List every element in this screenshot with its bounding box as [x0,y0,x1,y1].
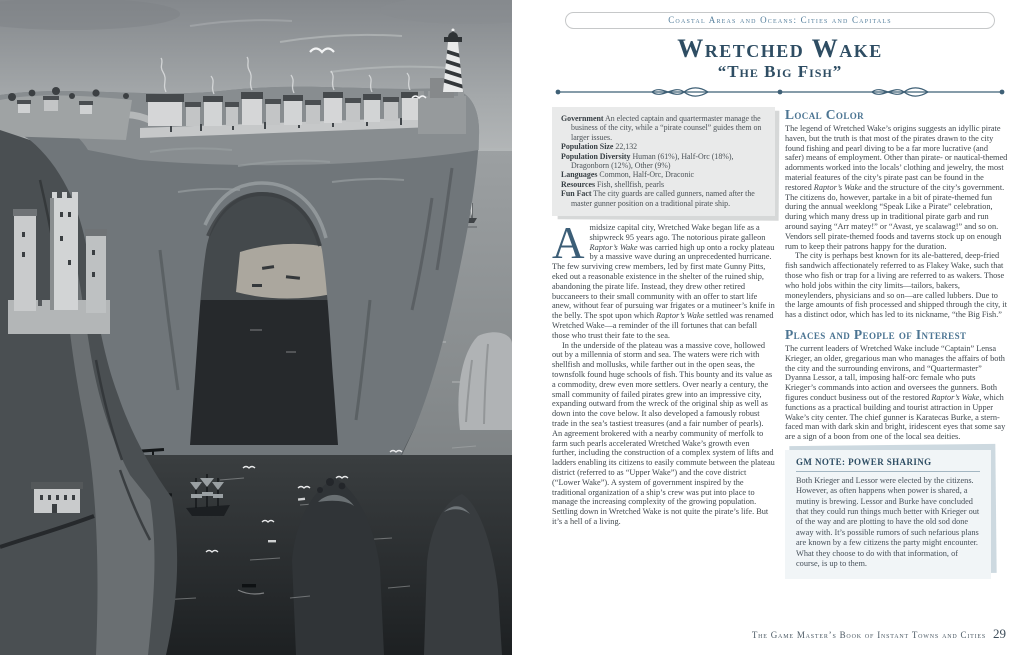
stat-value: Common, Half-Orc, Draconic [597,170,695,180]
chapter-banner: Coastal Areas and Oceans: Cities and Capitals [565,12,995,29]
stat-value: 22,132 [613,142,638,152]
stat-value: Fish, shellfish, pearls [595,179,665,189]
page-subtitle: “The Big Fish” [717,62,843,81]
city-stats-box [552,107,775,216]
stat-row-resources [561,180,766,189]
stat-row-fun-fact [561,189,766,208]
intro-paragraph-1-text: midsize capital city, Wretched Wake began life as a shipwreck 95 years ago. The notorious pirate galleon Raptor’s Wake was carried high up onto a rocky plateau by a massive wave during an unprecedented hurricane. The few surviving crew members, led by first mate Gunny Pitts, eked out a reasonable existence in the shelter of the ruined ship, abandoning the pirate life. Instead, they drew other retired buccaneers to their small community with an offer to start life anew, without fear of pursuing war frigates or a mutineer’s knife in the belly. The spot upon which Raptor’s Wake settled was renamed Wretched Wake—a reminder of the ill fortunes that can befall those who trust their fate to the sea. [552,223,775,340]
stat-value: Human (61%), Half-Orc (18%), Dragonborn (12%), Other (9%) [571,151,734,171]
gm-note-box [785,450,991,579]
stat-label: Fun Fact [561,189,592,199]
left-column [552,107,775,579]
text-columns [552,107,1008,579]
gm-note-heading: GM NOTE: POWER SHARING [796,458,980,472]
right-column [785,107,1008,579]
intro-paragraph-1 [552,218,775,341]
stat-label: Government [561,114,604,123]
stat-label: Resources [561,179,596,189]
stat-row-population-diversity [561,152,766,171]
book-title: The Game Master’s Book of Instant Towns and Cities [751,630,986,640]
stat-label: Population Diversity [561,151,631,161]
stat-row-languages [561,170,766,179]
gm-note-body: Both Krieger and Lessor were elected by the citizens. However, as often happens when power is shared, a mutiny is brewing. Lessor and Burke have concluded that they could run things much better with Krieger out of the way and are plotting to have the old sod done away with. It’s possible rumors of such nefarious plans are known by a few citizens the party might encounter. What they choose to do with that information, of course, is up to them. [796,475,980,568]
local-color-paragraph-2: The city is perhaps best known for its ale-battered, deep-fried fish sandwich affectionately referred to as Flakey Wake, such that those who fish or trap for a living are referred to as wakers. Those who hold jobs within the city limits—tailors, bakers, moneylenders, physicians and so on—are called lubbers. Due to the large amounts of fish processed and shipped through the city, it has a distinct odor, which has led to its nickname, “the Big Fish.” [785,251,1007,320]
page-footer [752,625,1006,643]
intro-paragraph-2: In the underside of the plateau was a massive cove, hollowed out by a millennia of storm and sea. The waters were rich with shellfish and mollusks, while farther out in the open seas, the townsfolk found huge schools of fish. This bounty and its value as a commodity, drew even more settlers. Over nearly a century, the small community of failed pirates grew into an impressive city, expanding outward from the wreck of the original ship as well as down into the cove below. It also developed a famously robust trade in the sea’s tastiest treasures (and a fair number of pearls). An agreement brokered with a nearby community of merfolk to farm such pearls accelerated Wretched Wake’s growth even further, including the construction of a complex system of lifts and ladders enabling its citizens to easily commute between the plateau district (referred to as “Upper Wake”) and the cove district (“Lower Wake”). A system of government inspired by the traditional organization of a ship’s crew was put into place to manage the increasing complexity of the growing population. Settling down in Wretched Wake is not quite the pirate’s life. But it’s a hell of a living. [552,340,775,526]
page-title: Wretched Wake [677,34,883,63]
section-heading-local-color: Local Color [785,107,865,122]
stat-row-population-size [561,142,766,151]
stat-label: Population Size [561,142,614,152]
local-color-paragraph-1: The legend of Wretched Wake’s origins suggests an idyllic pirate haven, but the truth is that most of the pirates drawn to the city found fishing and pearl diving to be a far more lucrative (and safer) means of employment. Other than pirate- or nautical-themed adornments worked into the locals’ clothing and jewelry, the most material features of the city’s pirate past can be found in the restored Raptor’s Wake and the structure of the city’s government. The citizens do, however, partake in a bit of pirate-themed fun during the annual weeklong “Speak Like a Pirate” celebration, during which many dress up in traditional pirate garb and run around saying “Arr matey!” or “Avast, ye scalawag!” and so on. Vendors sell pirate-themed foods and taverns stock up on enough rum to keep their patrons happy for the duration. [785,124,1008,251]
decorative-divider [552,85,1008,99]
stat-row-government [561,114,766,142]
drop-cap: A [552,218,585,269]
stat-label: Languages [561,170,598,180]
page-number: 29 [993,626,1006,641]
places-paragraph-1: The current leaders of Wretched Wake include “Captain” Lensa Krieger, an older, gregarious man who manages the affairs of both the city and the surrounding environs, and “Quartermaster” Dyanna Lessor, a tall, imposing half-orc female who puts Krieger’s commands into action and oversees the gunners. Both figures conduct business out of the restored Raptor’s Wake, which functions as a practical building and tourist attraction in Upper Wake’s city center. The chief gunner is Karatecas Burke, a stern-faced man with dark skin and bright, iridescent eyes that some say are a sign of a boon from one of the local sea deities. [785,343,1006,442]
stat-value: An elected captain and quartermaster manage the business of the city, while a “pirate counsel” guides them on larger issues. [571,114,762,142]
stat-value: The city guards are called gunners, named after the master gunner position on a traditional pirate ship. [571,189,755,208]
text-page [512,0,1024,655]
section-heading-places: Places and People of Interest [785,326,967,342]
